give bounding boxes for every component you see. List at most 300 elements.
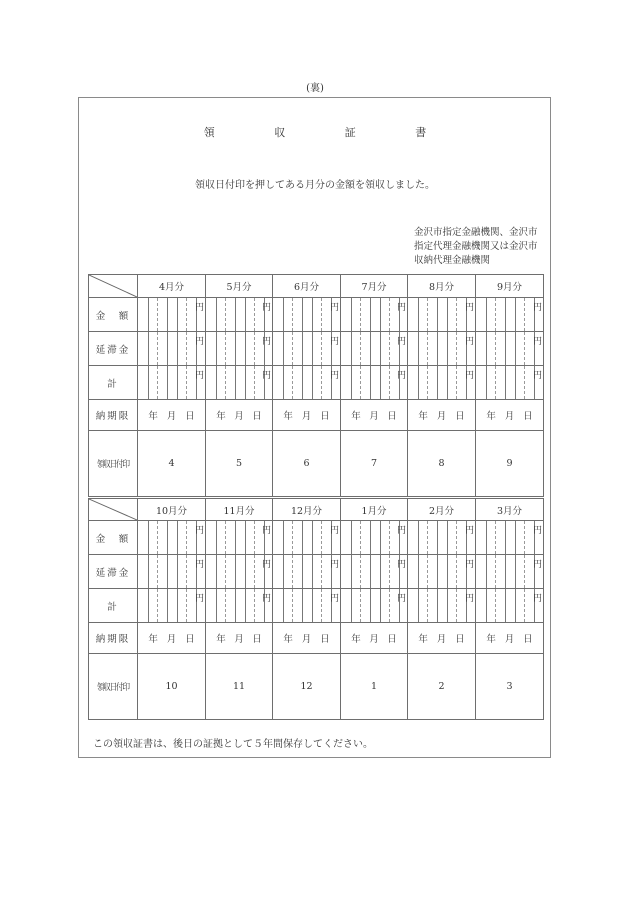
date-unit-year: 年 <box>351 634 361 645</box>
amount-entry-cell[interactable] <box>138 521 206 555</box>
digit-divider <box>321 332 322 365</box>
date-unit-day: 日 <box>523 634 533 645</box>
month-header: 4月分 <box>138 275 206 298</box>
yen-unit: 円 <box>329 337 339 347</box>
digit-divider <box>380 589 381 622</box>
digit-divider <box>524 521 525 554</box>
digit-divider <box>283 521 284 554</box>
stamp-area-cell[interactable] <box>206 431 273 497</box>
digit-divider <box>283 366 284 399</box>
row-label-late-fee: 延滞金 <box>89 555 138 589</box>
late-fee-row <box>89 555 544 589</box>
digit-divider <box>351 366 352 399</box>
stamp-month-number: 8 <box>438 458 445 469</box>
digit-divider <box>148 366 149 399</box>
due-date-row <box>89 400 544 431</box>
yen-unit: 円 <box>464 303 474 313</box>
amount-entry-cell[interactable] <box>341 521 408 555</box>
yen-unit: 円 <box>396 560 406 570</box>
digit-divider <box>495 521 496 554</box>
amount-entry-cell[interactable] <box>476 521 544 555</box>
digit-divider <box>370 366 371 399</box>
digit-divider <box>486 555 487 588</box>
amount-entry-cell[interactable] <box>206 366 273 400</box>
digit-divider <box>254 366 255 399</box>
yen-unit: 円 <box>464 560 474 570</box>
digit-divider <box>495 366 496 399</box>
digit-divider <box>370 555 371 588</box>
digit-divider <box>186 521 187 554</box>
date-unit-month: 月 <box>234 411 244 422</box>
amount-entry-cell[interactable] <box>206 555 273 589</box>
amount-entry-cell[interactable] <box>273 332 341 366</box>
stamp-month-number: 12 <box>300 681 313 692</box>
digit-divider <box>312 298 313 331</box>
footer-note: この領収証書は、後日の証拠として５年間保存してください。 <box>93 739 373 750</box>
digit-divider <box>225 332 226 365</box>
digit-divider <box>380 332 381 365</box>
digit-divider <box>351 521 352 554</box>
digit-divider <box>427 332 428 365</box>
stamp-month-number: 2 <box>438 681 445 692</box>
amount-entry-cell[interactable] <box>341 366 408 400</box>
digit-divider <box>312 555 313 588</box>
digit-divider <box>447 332 448 365</box>
digit-divider <box>505 555 506 588</box>
yen-unit: 円 <box>329 371 339 381</box>
digit-divider <box>177 332 178 365</box>
digit-divider <box>360 555 361 588</box>
digit-divider <box>524 555 525 588</box>
amount-entry-cell[interactable] <box>408 589 476 623</box>
digit-divider <box>427 298 428 331</box>
date-unit-year: 年 <box>216 411 226 422</box>
receipt-stamp-label: 領収日付印 <box>97 683 129 693</box>
date-unit-year: 年 <box>486 634 496 645</box>
date-unit-month: 月 <box>166 411 177 422</box>
digit-divider <box>515 589 516 622</box>
yen-unit: 円 <box>261 594 271 604</box>
title-char: 収 <box>274 126 286 139</box>
payment-table-1 <box>88 274 544 497</box>
digit-divider <box>370 298 371 331</box>
title-char: 領 <box>203 126 215 139</box>
month-header: 10月分 <box>138 498 206 521</box>
digit-divider <box>486 366 487 399</box>
digit-divider <box>447 298 448 331</box>
yen-unit: 円 <box>261 371 271 381</box>
row-label-due-date: 納期限 <box>89 400 138 431</box>
institution-line: 収納代理金融機関 <box>414 255 491 266</box>
amount-entry-cell[interactable] <box>476 555 544 589</box>
amount-row <box>89 298 544 332</box>
digit-divider <box>456 366 457 399</box>
digit-divider <box>177 555 178 588</box>
digit-divider <box>370 521 371 554</box>
date-unit-year: 年 <box>418 634 428 645</box>
digit-divider <box>380 298 381 331</box>
date-unit-year: 年 <box>148 634 158 645</box>
date-unit-month: 月 <box>369 411 379 422</box>
title-char: 証 <box>344 126 356 139</box>
digit-divider <box>235 521 236 554</box>
yen-unit: 円 <box>194 526 204 536</box>
late-fee-row <box>89 332 544 366</box>
digit-divider <box>167 521 168 554</box>
digit-divider <box>380 555 381 588</box>
yen-unit: 円 <box>532 303 542 313</box>
digit-divider <box>186 589 187 622</box>
digit-divider <box>360 589 361 622</box>
amount-entry-cell[interactable] <box>476 332 544 366</box>
digit-divider <box>486 332 487 365</box>
date-unit-month: 月 <box>234 634 244 645</box>
date-unit-day: 日 <box>252 411 262 422</box>
month-header: 7月分 <box>341 275 408 298</box>
digit-divider <box>456 589 457 622</box>
amount-entry-cell[interactable] <box>138 332 206 366</box>
stamp-month-number: 7 <box>370 458 378 469</box>
digit-divider <box>418 521 419 554</box>
stamp-area-cell[interactable] <box>476 431 544 497</box>
amount-entry-cell[interactable] <box>341 332 408 366</box>
yen-unit: 円 <box>329 526 339 536</box>
date-unit-day: 日 <box>185 634 195 645</box>
digit-divider <box>167 298 168 331</box>
yen-unit: 円 <box>464 371 474 381</box>
digit-divider <box>495 555 496 588</box>
stamp-area-cell[interactable] <box>341 431 408 497</box>
yen-unit: 円 <box>396 371 406 381</box>
digit-divider <box>456 521 457 554</box>
amount-entry-cell[interactable] <box>408 332 476 366</box>
amount-entry-cell[interactable] <box>476 589 544 623</box>
digit-divider <box>283 589 284 622</box>
due-date-cell[interactable] <box>408 623 476 654</box>
yen-unit: 円 <box>532 371 542 381</box>
yen-unit: 円 <box>464 526 474 536</box>
due-date-cell[interactable] <box>341 400 408 431</box>
amount-entry-cell[interactable] <box>206 521 273 555</box>
due-date-cell[interactable] <box>206 400 273 431</box>
digit-divider <box>456 332 457 365</box>
amount-row <box>89 521 544 555</box>
digit-divider <box>177 589 178 622</box>
date-unit-year: 年 <box>351 411 361 422</box>
month-header: 3月分 <box>476 498 544 521</box>
digit-divider <box>235 332 236 365</box>
yen-unit: 円 <box>396 526 406 536</box>
institution-line: 指定代理金融機関又は金沢市 <box>414 241 538 252</box>
amount-entry-cell[interactable] <box>273 521 341 555</box>
amount-entry-cell[interactable] <box>138 366 206 400</box>
digit-divider <box>283 332 284 365</box>
digit-divider <box>321 555 322 588</box>
digit-divider <box>216 366 217 399</box>
digit-divider <box>351 332 352 365</box>
digit-divider <box>225 366 226 399</box>
month-header: 1月分 <box>341 498 408 521</box>
digit-divider <box>418 332 419 365</box>
amount-entry-cell[interactable] <box>408 366 476 400</box>
digit-divider <box>283 298 284 331</box>
digit-divider <box>321 589 322 622</box>
digit-divider <box>447 521 448 554</box>
digit-divider <box>148 555 149 588</box>
due-date-row <box>89 623 544 654</box>
digit-divider <box>216 589 217 622</box>
digit-divider <box>177 521 178 554</box>
yen-unit: 円 <box>261 337 271 347</box>
stamp-month-number: 9 <box>506 458 513 469</box>
digit-divider <box>312 589 313 622</box>
digit-divider <box>225 298 226 331</box>
row-label-receipt-stamp <box>89 431 138 497</box>
digit-divider <box>235 589 236 622</box>
digit-divider <box>437 521 438 554</box>
digit-divider <box>177 298 178 331</box>
digit-divider <box>302 589 303 622</box>
due-date-cell[interactable] <box>408 400 476 431</box>
stamp-month-number: 5 <box>235 458 243 469</box>
stamp-area-cell[interactable] <box>273 654 341 720</box>
date-unit-day: 日 <box>387 411 397 422</box>
digit-divider <box>427 521 428 554</box>
digit-divider <box>216 332 217 365</box>
digit-divider <box>186 298 187 331</box>
digit-divider <box>418 366 419 399</box>
digit-divider <box>495 332 496 365</box>
digit-divider <box>235 366 236 399</box>
yen-unit: 円 <box>396 303 406 313</box>
amount-entry-cell[interactable] <box>273 298 341 332</box>
digit-divider <box>389 298 390 331</box>
yen-unit: 円 <box>532 560 542 570</box>
stamp-month-number: 6 <box>303 458 310 469</box>
date-unit-year: 年 <box>486 411 496 422</box>
date-unit-month: 月 <box>369 634 379 645</box>
digit-divider <box>427 589 428 622</box>
digit-divider <box>389 521 390 554</box>
yen-unit: 円 <box>194 560 204 570</box>
amount-entry-cell[interactable] <box>341 555 408 589</box>
corner-diagonal-cell <box>89 275 138 298</box>
digit-divider <box>427 555 428 588</box>
document-title <box>0 124 630 140</box>
stamp-month-number: 10 <box>165 681 178 692</box>
receipt-stamp-row <box>89 654 544 720</box>
digit-divider <box>486 589 487 622</box>
digit-divider <box>225 555 226 588</box>
receipt-stamp-label: 領収日付印 <box>97 460 129 470</box>
stamp-area-cell[interactable] <box>138 654 206 720</box>
amount-entry-cell[interactable] <box>408 298 476 332</box>
due-date-cell[interactable] <box>138 623 206 654</box>
digit-divider <box>360 332 361 365</box>
digit-divider <box>351 555 352 588</box>
date-unit-day: 日 <box>523 411 533 422</box>
digit-divider <box>505 521 506 554</box>
due-date-cell[interactable] <box>138 400 206 431</box>
digit-divider <box>292 589 293 622</box>
row-label-amount: 金 額 <box>89 298 138 332</box>
row-label-total: 計 <box>89 589 138 623</box>
institution-line: 金沢市指定金融機関、金沢市 <box>414 227 538 238</box>
amount-entry-cell[interactable] <box>206 298 273 332</box>
payment-table-2 <box>88 496 544 720</box>
stamp-month-number: 1 <box>370 681 378 692</box>
stamp-area-cell[interactable] <box>273 431 341 497</box>
due-date-cell[interactable] <box>341 623 408 654</box>
digit-divider <box>360 366 361 399</box>
digit-divider <box>245 521 246 554</box>
digit-divider <box>254 589 255 622</box>
amount-entry-cell[interactable] <box>138 589 206 623</box>
amount-entry-cell[interactable] <box>273 366 341 400</box>
digit-divider <box>486 521 487 554</box>
digit-divider <box>312 521 313 554</box>
digit-divider <box>515 298 516 331</box>
digit-divider <box>302 298 303 331</box>
digit-divider <box>515 332 516 365</box>
date-unit-day: 日 <box>320 634 330 645</box>
yen-unit: 円 <box>532 337 542 347</box>
due-date-cell[interactable] <box>476 400 544 431</box>
digit-divider <box>186 332 187 365</box>
stamp-area-cell[interactable] <box>476 654 544 720</box>
amount-entry-cell[interactable] <box>476 298 544 332</box>
digit-divider <box>148 589 149 622</box>
month-header: 9月分 <box>476 275 544 298</box>
date-unit-year: 年 <box>283 411 293 422</box>
digit-divider <box>148 298 149 331</box>
digit-divider <box>447 589 448 622</box>
digit-divider <box>505 366 506 399</box>
digit-divider <box>505 332 506 365</box>
due-date-cell[interactable] <box>273 623 341 654</box>
stamp-area-cell[interactable] <box>206 654 273 720</box>
digit-divider <box>292 298 293 331</box>
yen-unit: 円 <box>464 594 474 604</box>
digit-divider <box>389 332 390 365</box>
amount-entry-cell[interactable] <box>408 521 476 555</box>
amount-entry-cell[interactable] <box>273 555 341 589</box>
amount-entry-cell[interactable] <box>206 589 273 623</box>
yen-unit: 円 <box>194 303 204 313</box>
digit-divider <box>360 521 361 554</box>
digit-divider <box>437 555 438 588</box>
date-unit-day: 日 <box>455 634 465 645</box>
digit-divider <box>370 332 371 365</box>
digit-divider <box>216 521 217 554</box>
stamp-month-number: 4 <box>168 458 175 469</box>
due-date-cell[interactable] <box>476 623 544 654</box>
date-unit-year: 年 <box>148 411 158 422</box>
row-label-late-fee: 延滞金 <box>89 332 138 366</box>
total-row <box>89 589 544 623</box>
digit-divider <box>437 589 438 622</box>
amount-entry-cell[interactable] <box>476 366 544 400</box>
corner-diagonal-cell <box>89 498 138 521</box>
date-unit-day: 日 <box>387 634 397 645</box>
digit-divider <box>380 521 381 554</box>
digit-divider <box>148 332 149 365</box>
digit-divider <box>321 521 322 554</box>
digit-divider <box>515 521 516 554</box>
digit-divider <box>524 332 525 365</box>
month-header: 11月分 <box>206 498 273 521</box>
digit-divider <box>225 521 226 554</box>
amount-entry-cell[interactable] <box>138 298 206 332</box>
digit-divider <box>167 332 168 365</box>
digit-divider <box>437 366 438 399</box>
digit-divider <box>505 589 506 622</box>
digit-divider <box>389 555 390 588</box>
digit-divider <box>245 555 246 588</box>
institution-notice <box>414 226 554 268</box>
amount-entry-cell[interactable] <box>273 589 341 623</box>
digit-divider <box>447 366 448 399</box>
digit-divider <box>515 366 516 399</box>
yen-unit: 円 <box>532 594 542 604</box>
stamp-area-cell[interactable] <box>408 654 476 720</box>
digit-divider <box>321 366 322 399</box>
stamp-area-cell[interactable] <box>138 431 206 497</box>
amount-entry-cell[interactable] <box>206 332 273 366</box>
amount-entry-cell[interactable] <box>408 555 476 589</box>
digit-divider <box>495 589 496 622</box>
stamp-area-cell[interactable] <box>341 654 408 720</box>
date-unit-month: 月 <box>504 411 515 422</box>
digit-divider <box>157 332 158 365</box>
digit-divider <box>254 332 255 365</box>
yen-unit: 円 <box>261 560 271 570</box>
date-unit-month: 月 <box>436 411 447 422</box>
stamp-area-cell[interactable] <box>408 431 476 497</box>
digit-divider <box>157 589 158 622</box>
digit-divider <box>321 298 322 331</box>
due-date-cell[interactable] <box>206 623 273 654</box>
title-char: 書 <box>415 126 427 139</box>
month-header: 5月分 <box>206 275 273 298</box>
amount-entry-cell[interactable] <box>138 555 206 589</box>
due-date-cell[interactable] <box>273 400 341 431</box>
digit-divider <box>167 366 168 399</box>
digit-divider <box>389 366 390 399</box>
amount-entry-cell[interactable] <box>341 298 408 332</box>
digit-divider <box>302 332 303 365</box>
digit-divider <box>292 521 293 554</box>
date-unit-month: 月 <box>301 634 312 645</box>
date-unit-month: 月 <box>301 411 312 422</box>
yen-unit: 円 <box>261 303 271 313</box>
date-unit-day: 日 <box>320 411 330 422</box>
digit-divider <box>418 555 419 588</box>
digit-divider <box>157 298 158 331</box>
digit-divider <box>427 366 428 399</box>
row-label-due-date: 納期限 <box>89 623 138 654</box>
date-unit-day: 日 <box>455 411 465 422</box>
month-header: 2月分 <box>408 498 476 521</box>
digit-divider <box>186 555 187 588</box>
amount-entry-cell[interactable] <box>341 589 408 623</box>
digit-divider <box>292 332 293 365</box>
digit-divider <box>216 555 217 588</box>
date-unit-day: 日 <box>185 411 195 422</box>
digit-divider <box>186 366 187 399</box>
digit-divider <box>312 332 313 365</box>
digit-divider <box>283 555 284 588</box>
